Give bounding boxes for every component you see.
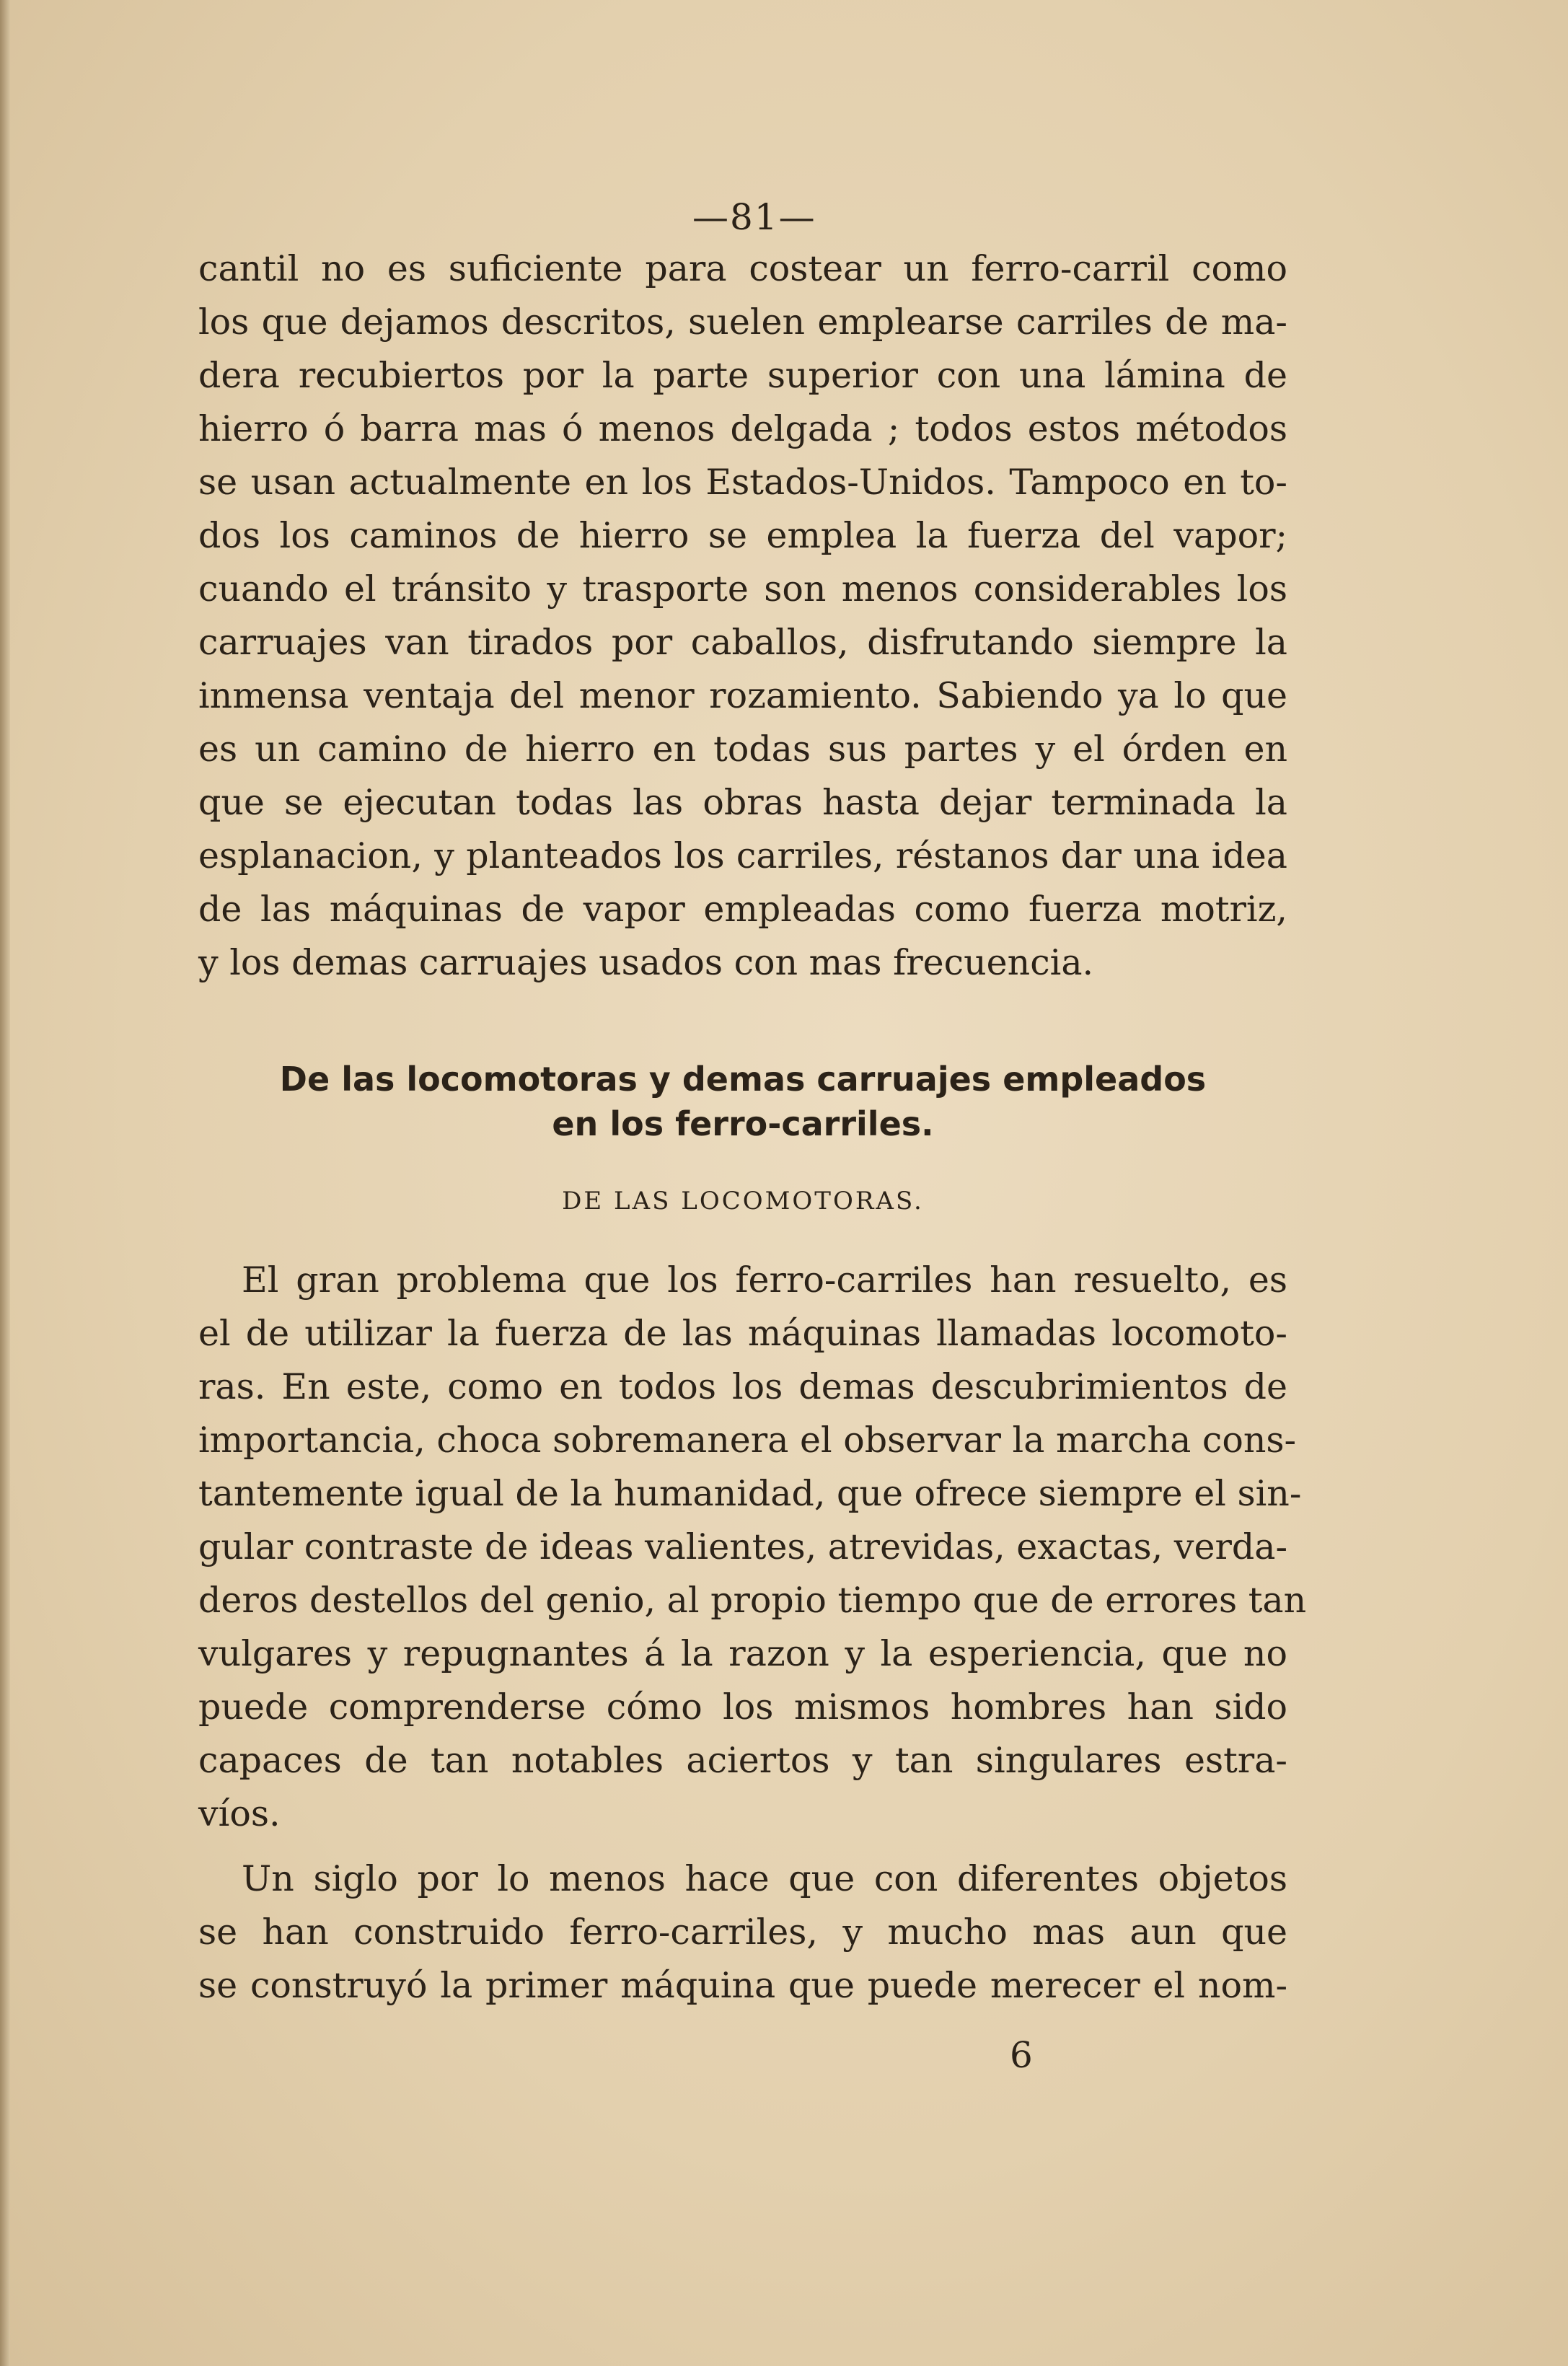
- text-line: se usan actualmente en los Estados-Unidos. Tampoco en to-: [198, 462, 1287, 503]
- text-line: dos los caminos de hierro se emplea la fuerza del vapor;: [198, 515, 1287, 556]
- text-line: cuando el tránsito y trasporte son menos considerables los: [198, 568, 1287, 610]
- text-line: importancia, choca sobremanera el observar la marcha cons-: [198, 1420, 1297, 1461]
- page-spine-shadow: [0, 0, 10, 2366]
- paragraph-3: [198, 1852, 1287, 2013]
- text-line: carruajes van tirados por caballos, disfrutando siempre la: [198, 622, 1287, 663]
- text-line: que se ejecutan todas las obras hasta dejar terminada la: [198, 782, 1287, 823]
- text-line: el de utilizar la fuerza de las máquinas llamadas locomoto-: [198, 1313, 1287, 1354]
- text-line: tantemente igual de la humanidad, que ofrece siempre el sin-: [198, 1473, 1302, 1514]
- text-line: esplanacion, y planteados los carriles, réstanos dar una idea: [198, 835, 1287, 876]
- text-line: se construyó la primer máquina que puede merecer el nom-: [198, 1965, 1287, 2006]
- text-line: y los demas carruajes usados con mas frecuencia.: [198, 942, 1094, 983]
- text-line: los que dejamos descritos, suelen emplearse carriles de ma-: [198, 302, 1287, 343]
- text-line: víos.: [198, 1793, 281, 1834]
- signature-mark: 6: [1010, 2034, 1033, 2076]
- section-heading-line: en los ferro-carriles.: [552, 1104, 934, 1143]
- text-line: dera recubiertos por la parte superior con una lámina de: [198, 355, 1287, 396]
- text-line: cantil no es suficiente para costear un ferro-carril como: [198, 248, 1287, 289]
- text-line: hierro ó barra mas ó menos delgada ; todos estos métodos: [198, 408, 1287, 449]
- text-line: deros destellos del genio, al propio tiempo que de errores tan: [198, 1580, 1307, 1621]
- text-line: capaces de tan notables aciertos y tan singulares estra-: [198, 1740, 1287, 1781]
- subheading: DE LAS LOCOMOTORAS.: [562, 1187, 924, 1215]
- section-heading: [198, 1057, 1287, 1146]
- text-line: se han construido ferro-carriles, y mucho mas aun que: [198, 1912, 1287, 1953]
- paragraph-1: [198, 242, 1287, 990]
- text-line: El gran problema que los ferro-carriles han resuelto, es: [242, 1259, 1287, 1301]
- text-line: vulgares y repugnantes á la razon y la esperiencia, que no: [198, 1633, 1287, 1674]
- paragraph-2: [198, 1254, 1307, 1841]
- text-line: Un siglo por lo menos hace que con diferentes objetos: [242, 1858, 1287, 1899]
- text-line: puede comprenderse cómo los mismos hombres han sido: [198, 1686, 1287, 1728]
- page-number: —81—: [692, 196, 816, 238]
- text-line: es un camino de hierro en todas sus partes y el órden en: [198, 729, 1287, 770]
- text-line: de las máquinas de vapor empleadas como fuerza motriz,: [198, 889, 1287, 930]
- section-heading-line: De las locomotoras y demas carruajes empleados: [279, 1060, 1207, 1099]
- text-line: ras. En este, como en todos los demas descubrimientos de: [198, 1366, 1287, 1407]
- text-line: inmensa ventaja del menor rozamiento. Sabiendo ya lo que: [198, 675, 1287, 716]
- text-line: gular contraste de ideas valientes, atrevidas, exactas, verda-: [198, 1526, 1288, 1567]
